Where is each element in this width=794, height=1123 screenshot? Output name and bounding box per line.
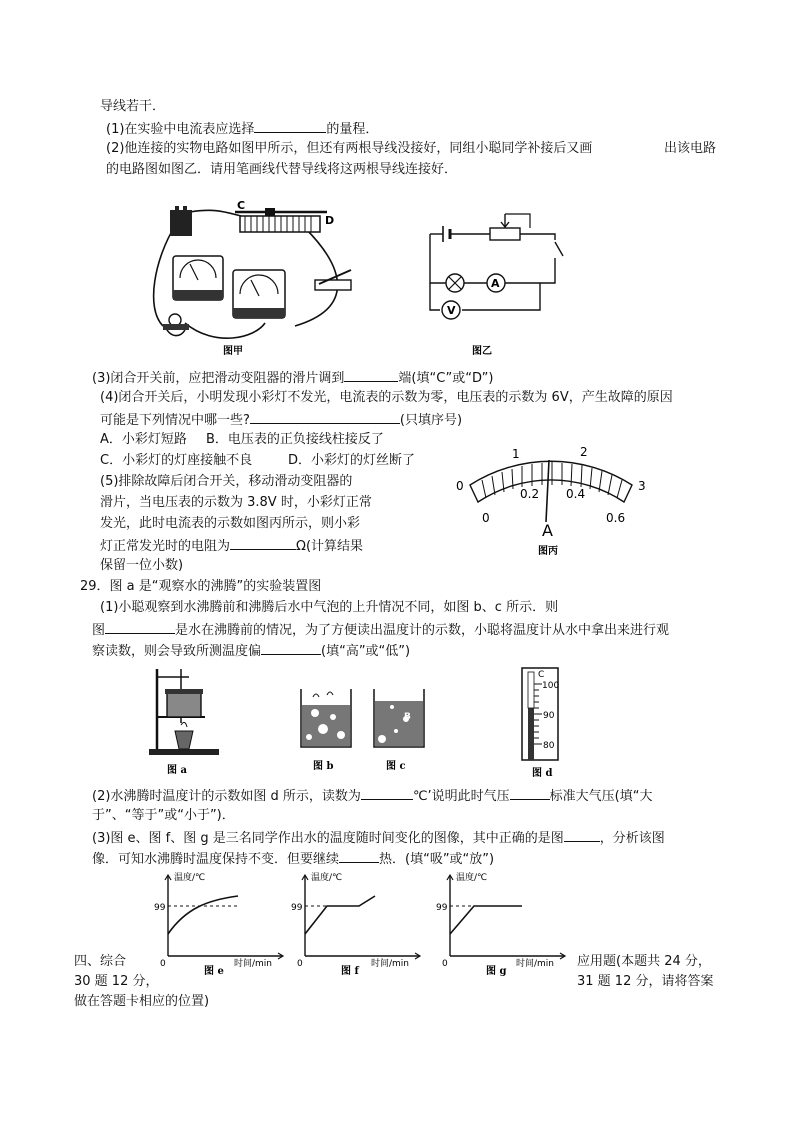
figure-b-beaker — [293, 683, 363, 781]
q29-part2-line2: 于”、“等于”或“小于”)． — [92, 808, 235, 823]
q28-part2-tail: 出该电路 — [664, 141, 717, 156]
graph-e — [152, 868, 292, 978]
section4-left2: 30 题 12 分， — [74, 974, 159, 989]
graph-g — [434, 868, 574, 978]
caption-f: 图 f — [341, 966, 359, 977]
answer-blank-end[interactable] — [344, 368, 398, 382]
q28-intro: 导线若干． — [100, 99, 166, 114]
q28-part2-line2: 的电路图如图乙．请用笔画线代替导线将这两根导线连接好． — [106, 162, 458, 177]
section4-left1: 四、综合 — [74, 954, 127, 969]
thermometer-tick-100: 100 — [542, 681, 560, 691]
caption-yi: 图乙 — [472, 346, 492, 357]
thermometer-unit: C — [538, 670, 545, 680]
answer-blank-reading[interactable] — [361, 786, 413, 800]
graph-f — [289, 868, 429, 978]
caption-g: 图 g — [486, 966, 507, 977]
section4-right1: 应用题(本题共 24 分， — [577, 954, 711, 969]
graph-e-ymark: 99 — [154, 903, 166, 913]
figure-d-thermometer — [512, 664, 574, 782]
q29-part2-line1: (2)水沸腾时温度计的示数如图 d 所示，读数为 ℃’说明此时气压 标准大气压(填“大 — [92, 786, 652, 806]
figure-jia-physical-circuit — [145, 198, 365, 358]
q28-part5-line3: 发光，此时电流表的示数如图丙所示，则小彩 — [100, 516, 361, 531]
thermometer-tick-80: 80 — [543, 741, 555, 751]
outer-tick-1: 1 — [512, 447, 520, 461]
q28-part5-line4: 灯正常发光时的电阻为 Ω(计算结果 — [100, 536, 363, 556]
beaker-c-mark: B — [404, 712, 411, 722]
graph-g-ylabel: 温度/℃ — [456, 873, 488, 883]
outer-tick-2: 2 — [580, 445, 588, 459]
q29-part1-line3: 察读数，则会导致所测温度偏 (填“高”或“低”) — [92, 641, 410, 661]
graph-g-xlabel: 时间/min — [516, 959, 555, 969]
caption-e: 图 e — [204, 966, 224, 977]
answer-blank-heat[interactable] — [339, 849, 379, 863]
graph-f-ymark: 99 — [291, 903, 303, 913]
label-c: C — [237, 199, 246, 212]
q29-part3-line2: 像．可知水沸腾时温度保持不变．但要继续 热．(填“吸”或“放”) — [92, 849, 494, 869]
caption-bing: 图丙 — [538, 546, 558, 557]
section4-line3: 做在答题卡相应的位置) — [74, 994, 210, 1009]
option-b: B．电压表的正负接线柱接反了 — [206, 432, 384, 447]
figure-a-apparatus — [145, 663, 225, 781]
q29-title: 29．图 a 是“观察水的沸腾”的实验装置图 — [80, 579, 322, 594]
inner-tick-0-6: 0.6 — [606, 511, 626, 525]
graph-e-ylabel: 温度/℃ — [174, 873, 206, 883]
answer-blank-figure[interactable] — [105, 620, 175, 634]
q28-part5-line2: 滑片，当电压表的示数为 3.8V 时，小彩灯正常 — [100, 495, 372, 510]
caption-b: 图 b — [313, 761, 334, 772]
answer-blank-pressure[interactable] — [510, 786, 550, 800]
q29-part3-line1: (3)图 e、图 f、图 g 是三名同学作出水的温度随时间变化的图像，其中正确的是图 ，分析该图 — [92, 828, 665, 848]
option-d: D．小彩灯的灯丝断了 — [288, 453, 416, 468]
q28-part5-line5: 保留一位小数) — [100, 558, 184, 573]
q28-part4-line2: 可能是下列情况中哪一些? (只填序号) — [100, 410, 462, 430]
inner-tick-0: 0 — [482, 511, 490, 525]
option-a: A．小彩灯短路 — [100, 432, 187, 447]
label-d: D — [325, 214, 335, 227]
q28-part1: (1)在实验中电流表应选择 的量程． — [106, 119, 378, 139]
ammeter-label: A — [491, 277, 500, 290]
graph-f-xlabel: 时间/min — [371, 959, 410, 969]
section4-right2: 31 题 12 分，请将答案 — [577, 974, 714, 989]
q28-part5-line1: (5)排除故障后闭合开关，移动滑动变阻器的 — [100, 474, 353, 489]
q28-part2-line1: (2)他连接的实物电路如图甲所示，但还有两根导线没接好，同组小聪同学补接后又画 — [106, 141, 593, 156]
graph-g-ymark: 99 — [436, 903, 448, 913]
q28-part3: (3)闭合开关前，应把滑动变阻器的滑片调到 端(填“C”或“D”) — [92, 368, 494, 388]
caption-jia: 图甲 — [223, 346, 243, 357]
graph-g-origin: 0 — [442, 959, 448, 969]
answer-blank-high-low[interactable] — [261, 641, 321, 655]
graph-e-xlabel: 时间/min — [234, 959, 273, 969]
answer-blank-range[interactable] — [254, 119, 326, 133]
dial-letter-a: A — [542, 521, 553, 540]
figure-yi-circuit-diagram — [410, 198, 580, 358]
q28-part4-line1: (4)闭合开关后，小明发现小彩灯不发光，电流表的示数为零，电压表的示数为 6V，产生故障的原因 — [100, 390, 673, 405]
q29-part1-line1: (1)小聪观察到水沸腾前和沸腾后水中气泡的上升情况不同，如图 b、c 所示．则 — [100, 600, 559, 615]
caption-a: 图 a — [167, 765, 187, 776]
option-c: C．小彩灯的灯座接触不良 — [100, 453, 253, 468]
answer-blank-fault[interactable] — [250, 410, 400, 424]
voltmeter-label: V — [447, 304, 456, 317]
graph-f-ylabel: 温度/℃ — [311, 873, 343, 883]
graph-f-origin: 0 — [297, 959, 303, 969]
answer-blank-resistance[interactable] — [230, 536, 296, 550]
caption-d: 图 d — [532, 768, 553, 779]
q29-part1-line2: 图 是水在沸腾前的情况，为了方便读出温度计的示数，小聪将温度计从水中拿出来进行观 — [92, 620, 669, 640]
outer-tick-3: 3 — [638, 479, 646, 493]
figure-bing-ammeter-dial — [442, 440, 662, 560]
thermometer-tick-90: 90 — [543, 711, 555, 721]
outer-tick-0: 0 — [456, 479, 464, 493]
graph-e-origin: 0 — [160, 959, 166, 969]
figure-c-beaker — [366, 683, 436, 781]
caption-c: 图 c — [386, 761, 406, 772]
inner-tick-0-2: 0.2 — [520, 487, 540, 501]
inner-tick-0-4: 0.4 — [566, 487, 586, 501]
answer-blank-graph[interactable] — [564, 828, 600, 842]
